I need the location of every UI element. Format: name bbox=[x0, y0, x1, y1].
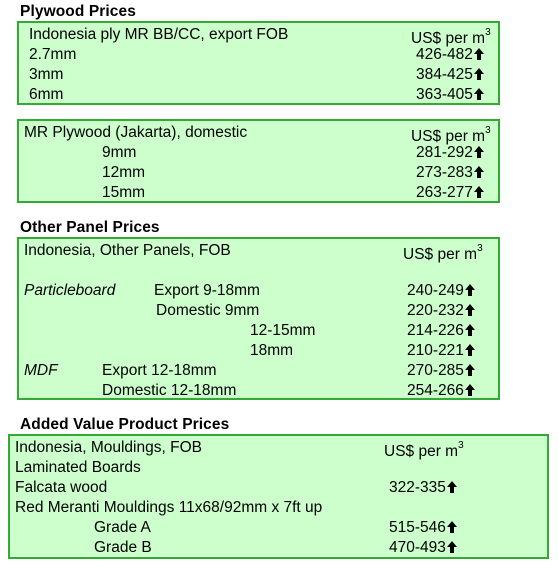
unit-label: US$ per $m^3$ bbox=[411, 27, 491, 48]
up-arrow-icon bbox=[447, 481, 457, 493]
row-label: 9mm bbox=[102, 144, 137, 161]
box-title: MR Plywood (Jakarta), domestic bbox=[24, 124, 248, 141]
up-arrow-icon bbox=[474, 48, 484, 60]
row-price: 515-546 bbox=[389, 519, 457, 537]
meranti-label: Red Meranti Mouldings 11x68/92mm x 7ft up bbox=[15, 499, 323, 516]
plywood-domestic-box bbox=[17, 119, 500, 203]
up-arrow-icon bbox=[474, 186, 484, 198]
row-price: 254-266 bbox=[407, 382, 475, 400]
row-label: 6mm bbox=[29, 86, 64, 103]
row-price: 363-405 bbox=[416, 86, 484, 104]
added-value-prices-heading: Added Value Product Prices bbox=[20, 416, 230, 433]
row-label: 18mm bbox=[250, 342, 294, 359]
row-price: 210-221 bbox=[407, 342, 475, 360]
box-title: Indonesia, Mouldings, FOB bbox=[15, 439, 202, 456]
row-price: 220-232 bbox=[407, 302, 475, 320]
row-price: 322-335 bbox=[389, 479, 457, 497]
row-price: 273-283 bbox=[416, 164, 484, 182]
up-arrow-icon bbox=[474, 88, 484, 100]
row-price: 426-482 bbox=[416, 46, 484, 64]
row-label: Falcata wood bbox=[15, 479, 108, 496]
up-arrow-icon bbox=[465, 284, 475, 296]
row-label: 2.7mm bbox=[29, 46, 77, 63]
row-label: 12-15mm bbox=[250, 322, 316, 339]
plywood-export-box bbox=[17, 21, 500, 105]
up-arrow-icon bbox=[465, 304, 475, 316]
up-arrow-icon bbox=[447, 541, 457, 553]
up-arrow-icon bbox=[465, 324, 475, 336]
row-label: Grade B bbox=[94, 539, 152, 556]
other-panel-prices-heading: Other Panel Prices bbox=[20, 219, 160, 236]
particleboard-label: Particleboard bbox=[24, 282, 116, 299]
up-arrow-icon bbox=[465, 344, 475, 356]
other-panel-box bbox=[17, 237, 500, 400]
row-label: Domestic 9mm bbox=[156, 302, 260, 319]
plywood-prices-heading: Plywood Prices bbox=[20, 3, 136, 20]
up-arrow-icon bbox=[447, 521, 457, 533]
row-price: 281-292 bbox=[416, 144, 484, 162]
up-arrow-icon bbox=[465, 364, 475, 376]
box-title: Indonesia, Other Panels, FOB bbox=[24, 242, 231, 259]
up-arrow-icon bbox=[474, 146, 484, 158]
mdf-label: MDF bbox=[24, 362, 58, 379]
up-arrow-icon bbox=[474, 166, 484, 178]
row-label: 3mm bbox=[29, 66, 64, 83]
unit-label: US$ per $m^3$ bbox=[411, 125, 491, 146]
up-arrow-icon bbox=[474, 68, 484, 80]
row-label: 15mm bbox=[102, 184, 146, 201]
row-price: 214-226 bbox=[407, 322, 475, 340]
row-label: Domestic 12-18mm bbox=[102, 382, 237, 399]
row-price: 270-285 bbox=[407, 362, 475, 380]
row-price: 263-277 bbox=[416, 184, 484, 202]
row-price: 240-249 bbox=[407, 282, 475, 300]
row-label: Export 9-18mm bbox=[154, 282, 260, 299]
row-price: 384-425 bbox=[416, 66, 484, 84]
laminated-boards-label: Laminated Boards bbox=[15, 459, 141, 476]
unit-label: US$ per $m^3$ bbox=[403, 243, 483, 264]
added-value-box bbox=[8, 434, 549, 559]
row-label: 12mm bbox=[102, 164, 146, 181]
up-arrow-icon bbox=[465, 384, 475, 396]
row-label: Grade A bbox=[94, 519, 151, 536]
row-price: 470-493 bbox=[389, 539, 457, 557]
unit-label: US$ per $m^3$ bbox=[384, 440, 464, 461]
row-label: Export 12-18mm bbox=[102, 362, 217, 379]
box-title: Indonesia ply MR BB/CC, export FOB bbox=[29, 26, 289, 43]
